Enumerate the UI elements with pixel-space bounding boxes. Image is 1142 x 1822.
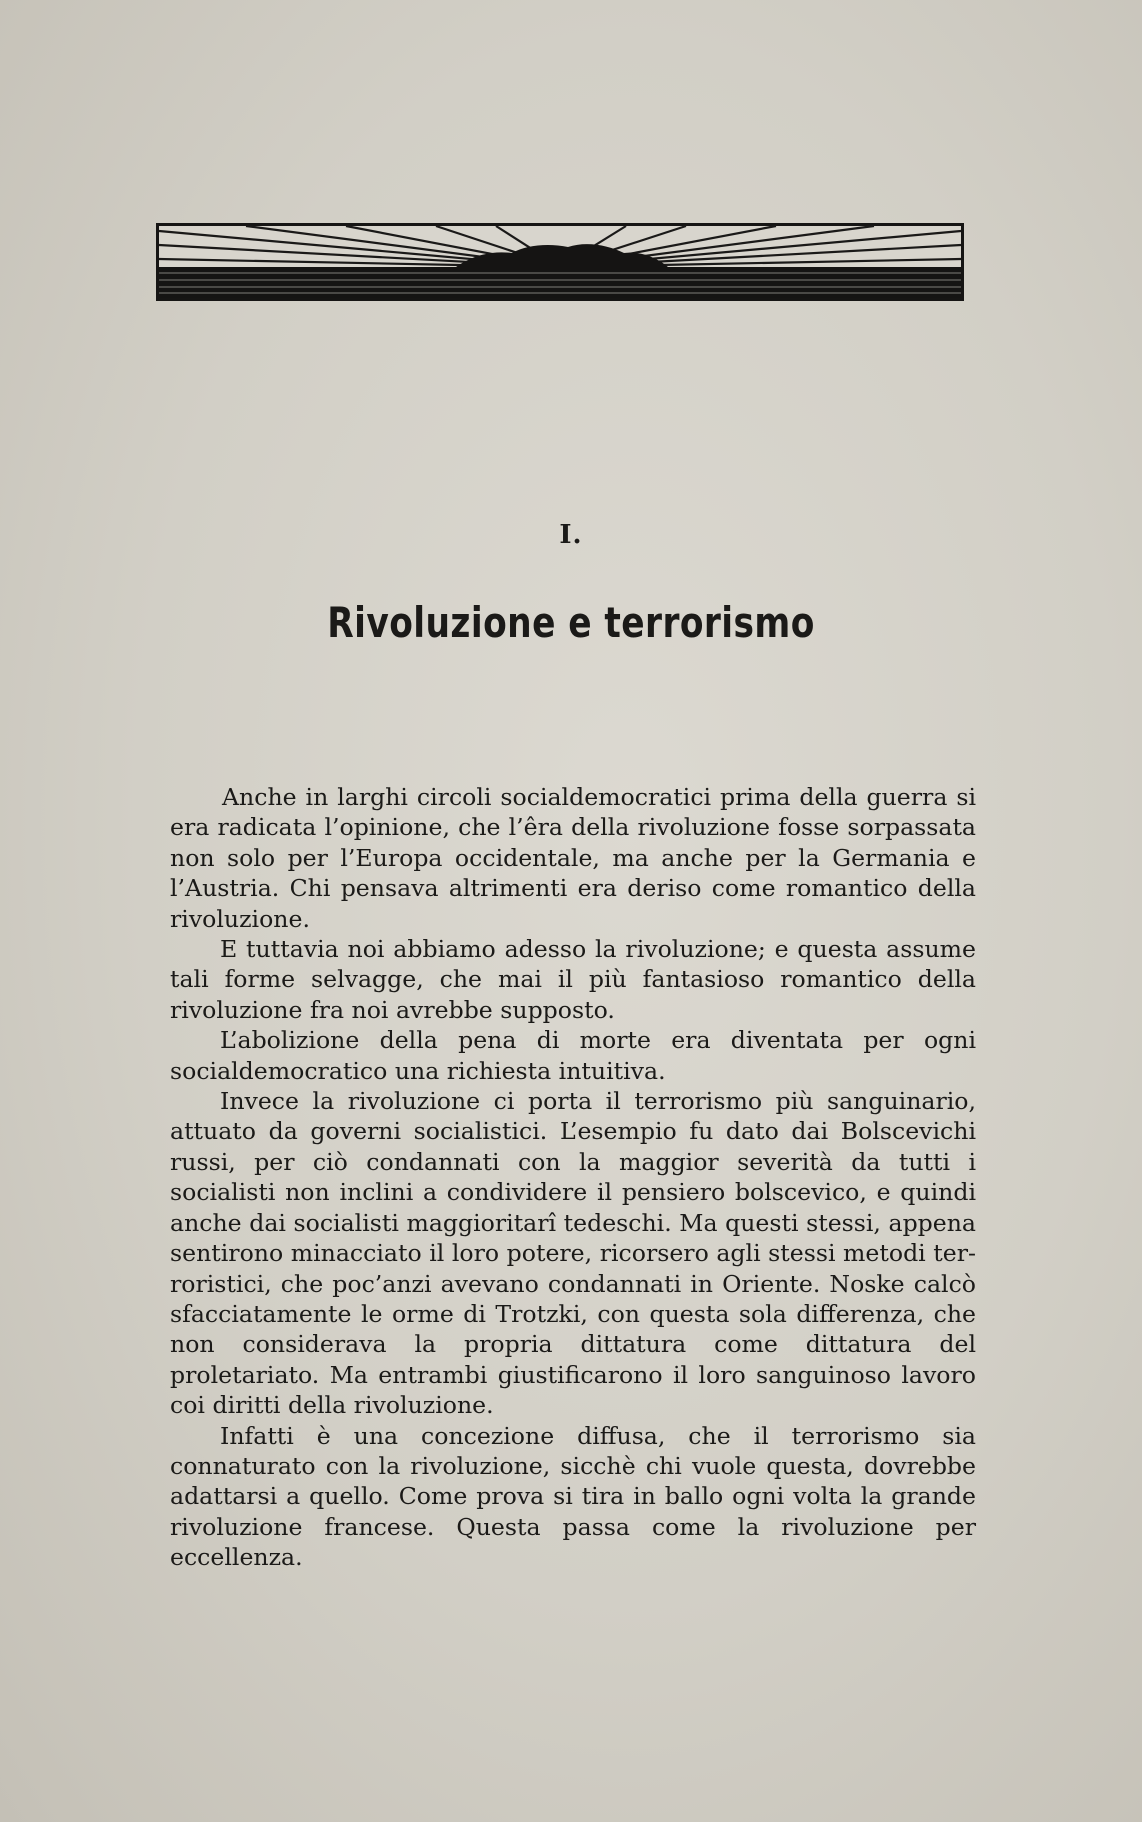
sunburst-headpiece-ornament: [156, 223, 964, 301]
paragraph-3: L’abolizione della pena di morte era diventata per ogni socialdemocratico una richiesta intuitiva.: [170, 1026, 976, 1085]
paragraph-5: Infatti è una concezione diffusa, che il terrorismo sia connaturato con la rivoluzione, sicchè chi vuole questa, dovrebbe adattarsi a quello. Come prova si tira in ballo ogni volta la grande rivoluzione francese. Questa passa come la rivoluzione per eccellenza.: [170, 1421, 976, 1572]
chapter-number: I.: [559, 520, 583, 550]
chapter-title: Rivoluzione e terrorismo: [327, 598, 815, 647]
paragraph-2: E tuttavia noi abbiamo adesso la rivoluzione; e questa assume tali forme selvagge, che mai il più fantasioso romantico della rivoluzione fra noi avrebbe supposto.: [170, 935, 976, 1024]
paragraph-1: Anche in larghi circoli socialdemocratici prima della guerra si era radicata l’opinione, che l’êra della rivoluzione fosse sorpassata non solo per l’Europa occidentale, ma anche per la Germania e l’Austria. Chi pensava altrimenti era deriso come romantico della rivoluzione.: [170, 783, 976, 933]
chapter-body: [170, 782, 976, 1573]
paragraph-4: Invece la rivoluzione ci porta il terrorismo più sanguinario, attuato da governi socialistici. L’esempio fu dato dai Bolscevichi russi, per ciò condannati con la maggior severità da tutti i socialisti non inclini a condividere il pensiero bolscevico, e quindi anche dai socialisti maggioritarî tedeschi. Ma questi stessi, appena sentirono minacciato il loro potere, ricorsero agli stessi metodi terroristici, che poc’anzi avevano condannati in Oriente. Noske calcò sfacciatamente le orme di Trotzki, con questa sola differenza, che non considerava la propria dittatura come dittatura del proletariato. Ma entrambi giustificarono il loro sanguinoso lavoro coi diritti della rivoluzione.: [170, 1087, 976, 1420]
